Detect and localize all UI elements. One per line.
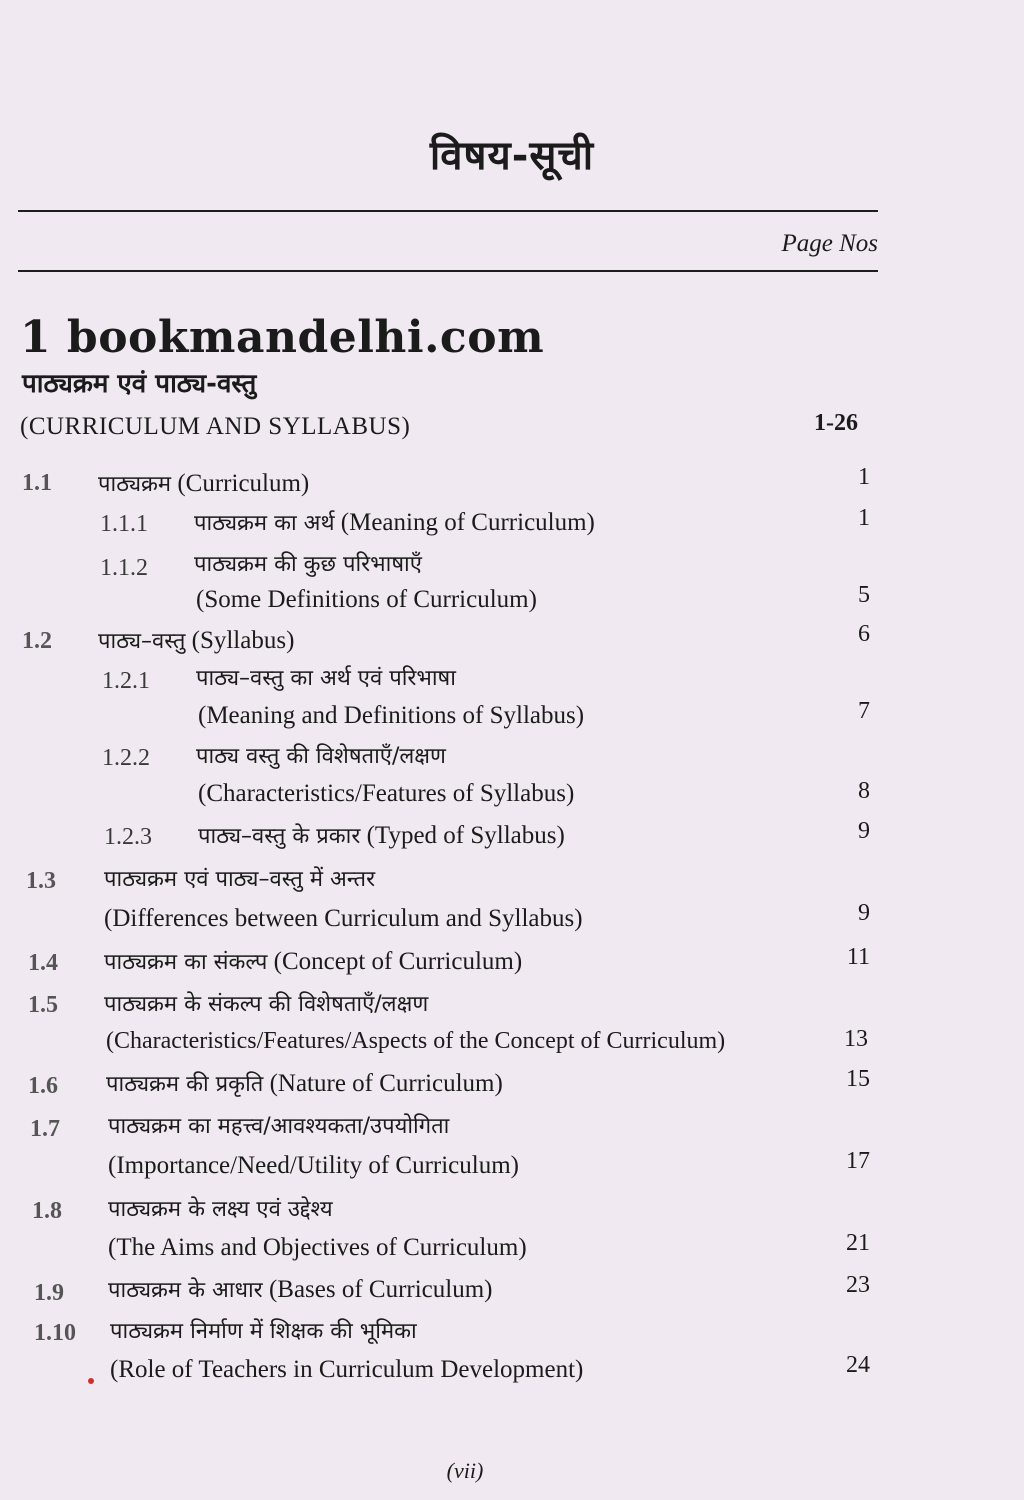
entry-number: 1.5 [28, 992, 58, 1018]
entry-english: (Importance/Need/Utility of Curriculum) [108, 1152, 519, 1179]
entry-hindi-text: पाठ्यक्रम एवं पाठ्य–वस्तु में अन्तर [104, 867, 376, 892]
chapter-heading: 1 bookmandelhi.com [20, 312, 545, 363]
entry-number: 1.2.3 [104, 824, 152, 850]
entry-hindi-text: पाठ्यक्रम की कुछ परिभाषाएँ [194, 552, 422, 577]
entry-title [106, 1068, 503, 1098]
entry-hindi [194, 548, 422, 578]
entry-title [98, 468, 309, 498]
chapter-page-range: 1-26 [814, 410, 858, 436]
entry-hindi: पाठ्यक्रम के आधार [108, 1278, 263, 1303]
entry-page: 6 [858, 621, 870, 647]
entry-page: 11 [846, 944, 870, 970]
entry-number: 1.3 [26, 868, 56, 894]
entry-number: 1.2.2 [102, 745, 150, 771]
entry-english: (Syllabus) [191, 627, 295, 654]
entry-page: 9 [858, 818, 870, 844]
entry-title [98, 625, 294, 655]
entry-number: 1.4 [28, 950, 58, 976]
entry-number: 1.10 [34, 1320, 76, 1346]
entry-number: 1.1.2 [100, 555, 148, 581]
entry-english: (Differences between Curriculum and Syllabus) [104, 905, 583, 932]
entry-hindi: पाठ्यक्रम की प्रकृति [106, 1072, 264, 1097]
entry-page: 13 [844, 1026, 868, 1052]
entry-english: (Concept of Curriculum) [273, 948, 523, 975]
header-bottom-rule [18, 270, 878, 272]
entry-page: 17 [846, 1148, 870, 1174]
entry-title [108, 1274, 493, 1304]
entry-number: 1.6 [28, 1073, 58, 1099]
entry-number: 1.2 [22, 628, 52, 654]
entry-hindi [108, 1110, 449, 1140]
entry-number: 1.9 [34, 1280, 64, 1306]
entry-hindi-text: पाठ्यक्रम के लक्ष्य एवं उद्देश्य [108, 1197, 333, 1222]
entry-number: 1.1 [22, 470, 52, 496]
entry-hindi-text: पाठ्यक्रम के संकल्प की विशेषताएँ/लक्षण [104, 992, 429, 1017]
entry-page: 9 [858, 900, 870, 926]
entry-hindi [196, 662, 456, 692]
entry-number: 1.7 [30, 1116, 60, 1142]
page-title: विषय-सूची [429, 133, 595, 179]
entry-english: (Meaning and Definitions of Syllabus) [198, 702, 585, 729]
entry-english: (Role of Teachers in Curriculum Development) [110, 1356, 584, 1383]
entry-hindi [196, 740, 446, 770]
entry-english: (Nature of Curriculum) [269, 1070, 503, 1097]
entry-hindi [110, 1315, 417, 1345]
entry-english: (Typed of Syllabus) [366, 822, 565, 849]
entry-english: (Meaning of Curriculum) [340, 509, 595, 536]
entry-english: (Curriculum) [177, 470, 310, 497]
entry-hindi [108, 1193, 333, 1223]
chapter-english-title: (CURRICULUM AND SYLLABUS) [20, 413, 411, 440]
entry-number: 1.1.1 [100, 511, 148, 537]
entry-hindi: पाठ्यक्रम का अर्थ [194, 511, 335, 536]
entry-page: 15 [846, 1066, 870, 1092]
ink-mark-icon [88, 1378, 94, 1384]
entry-page: 7 [858, 698, 870, 724]
entry-hindi: पाठ्यक्रम [98, 472, 172, 497]
entry-english: (Characteristics/Features of Syllabus) [198, 780, 575, 807]
entry-hindi-text: पाठ्य–वस्तु का अर्थ एवं परिभाषा [196, 666, 456, 691]
entry-hindi: पाठ्यक्रम का संकल्प [104, 950, 268, 975]
entry-page: 1 [858, 464, 870, 490]
entry-english: (Bases of Curriculum) [268, 1276, 493, 1303]
entry-title [194, 507, 595, 537]
entry-hindi [104, 988, 428, 1018]
page-folio: (vii) [446, 1458, 484, 1483]
entry-hindi: पाठ्य–वस्तु [98, 629, 186, 654]
entry-hindi-text: पाठ्य वस्तु की विशेषताएँ/लक्षण [196, 744, 446, 769]
entry-hindi: पाठ्य–वस्तु के प्रकार [198, 824, 361, 849]
chapter-hindi-title: पाठ्यक्रम एवं पाठ्य-वस्तु [22, 369, 257, 399]
entry-page: 21 [846, 1230, 870, 1256]
entry-english: (Characteristics/Features/Aspects of the Concept of Curriculum) [106, 1028, 726, 1054]
entry-hindi-text: पाठ्यक्रम का महत्त्व/आवश्यकता/उपयोगिता [108, 1114, 450, 1139]
entry-title [198, 820, 565, 850]
entry-page: 24 [846, 1352, 870, 1378]
page-nos-label: Page Nos [781, 230, 878, 257]
top-rule [18, 210, 878, 212]
entry-number: 1.2.1 [102, 668, 150, 694]
entry-page: 8 [858, 778, 870, 804]
entry-page: 1 [858, 505, 870, 531]
entry-english: (The Aims and Objectives of Curriculum) [108, 1234, 527, 1261]
entry-title [104, 946, 522, 976]
entry-number: 1.8 [32, 1198, 62, 1224]
entry-page: 5 [858, 582, 870, 608]
entry-hindi [104, 863, 375, 893]
entry-page: 23 [846, 1272, 870, 1298]
entry-hindi-text: पाठ्यक्रम निर्माण में शिक्षक की भूमिका [110, 1319, 417, 1344]
entry-english: (Some Definitions of Curriculum) [196, 586, 537, 613]
